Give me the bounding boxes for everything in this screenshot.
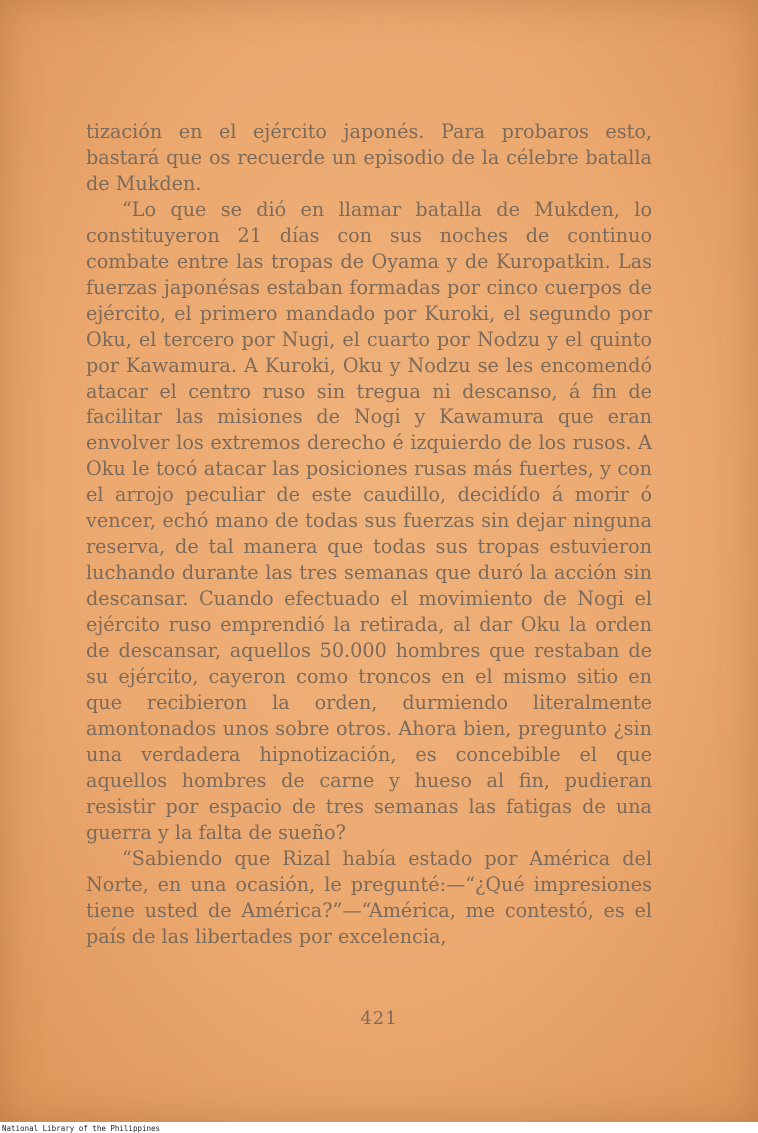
page-body-text — [86, 119, 652, 950]
paragraph-mukden-battle: “Lo que se dió en llamar batalla de Mukden, lo constituyeron 21 días con sus noches de continuo combate entre las tropas de Oyama y de Kuropatkin. Las fuerzas japonésas estaban formadas por cinco cuerpos de ejército, el primero mandado por Kuroki, el segundo por Oku, el tercero por Nugi, el cuarto por Nodzu y el quinto por Kawamura. A Kuroki, Oku y Nodzu se les encomendó atacar el centro ruso sin tregua ni descanso, á fin de facilitar las misiones de Nogi y Kawamura que eran envolver los extremos derecho é izquierdo de los rusos. A Oku le tocó atacar las posiciones rusas más fuertes, y con el arrojo peculiar de este caudillo, decidído á morir ó vencer, echó mano de todas sus fuerzas sin dejar ninguna reserva, de tal manera que todas sus tropas estuvieron luchando durante las tres semanas que duró la acción sin descansar. Cuando efectuado el movimiento de Nogi el ejército ruso emprendió la retirada, al dar Oku la orden de descansar, aquellos 50.000 hombres que restaban de su ejército, cayeron como troncos en el mismo sitio en que recibieron la orden, durmiendo literalmente amontonados unos sobre otros. Ahora bien, pregunto ¿sin una verdadera hipnotización, es concebible el que aquellos hombres de carne y hueso al fin, pudieran resistir por espacio de tres semanas las fatigas de una guerra y la falta de sueño? — [86, 197, 652, 844]
paragraph-continuation: tización en el ejército japonés. Para probaros esto, bastará que os recuerde un episodio de la célebre batalla de Mukden. — [86, 120, 652, 195]
page-number: 421 — [360, 1008, 398, 1029]
library-footer-note: National Library of the Philippines — [2, 1124, 161, 1133]
paragraph-rizal-america: “Sabiendo que Rizal había estado por América del Norte, en una ocasión, le pregunté:—“¿Qué impresiones tiene usted de América?”—“América, me contestó, es el país de las libertades por excelencia, — [86, 846, 652, 948]
